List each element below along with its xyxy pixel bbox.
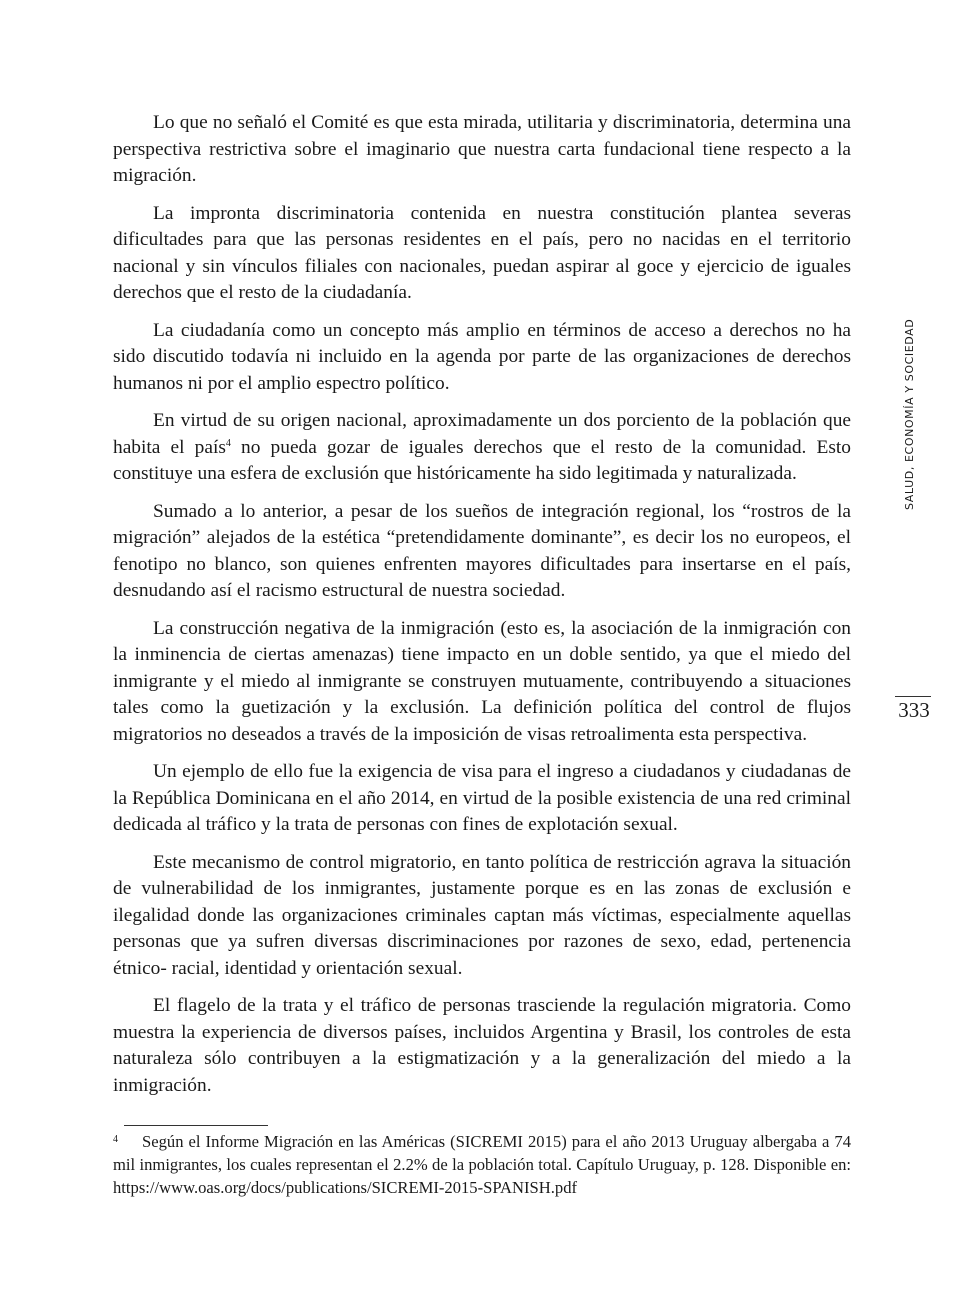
paragraph: Sumado a lo anterior, a pesar de los sueños de integración regional, los “rostros de la migración” alejados de la estética “pretendidamente dominante”, es decir los no europeos, el fenotipo no blanco, son quienes enfrenten mayores dificultades para insertarse en el país, desnudando así el racismo estructural de nuestra sociedad.: [113, 500, 851, 601]
paragraph-text: En virtud de su origen nacional, aproximadamente un dos porciento de la población que habita el país: [113, 410, 851, 458]
paragraph-text: no pueda gozar de iguales derechos que el resto de la comunidad. Esto constituye una esfera de exclusión que históricamente ha sido legitimada y naturalizada.: [113, 436, 851, 484]
paragraph: Este mecanismo de control migratorio, en tanto política de restricción agrava la situación de vulnerabilidad de los inmigrantes, justamente porque es en las zonas de exclusión e ilegalidad donde las organizaciones criminales captan más víctimas, especialmente aquellas personas que ya sufren diversas discriminaciones por razones de sexo, edad, pertenencia étnico- racial, identidad y orientación sexual.: [113, 851, 851, 979]
paragraph: La construcción negativa de la inmigración (esto es, la asociación de la inmigración con la inminencia de ciertas amenazas) tiene impacto en un doble sentido, ya que el miedo del inmigrante y el miedo al inmigrante se construyen mutuamente, contribuyendo a situaciones tales como la guetización y la exclusión. La definición política del control de flujos migratorios no deseados a través de la imposición de visas retroalimenta esta perspectiva.: [113, 617, 851, 745]
paragraph: [113, 408, 851, 488]
footnote-text: Según el Informe Migración en las Américas (SICREMI 2015) para el año 2013 Uruguay albergaba a 74 mil inmigrantes, los cuales representan el 2.2% de la población total. Capítulo Uruguay, p. 128. Disponible en: https://www.oas.org/docs/publications/SICREMI-2015-SPANISH.pdf: [113, 1132, 851, 1197]
page-number: 333: [898, 698, 930, 722]
footnote-reference[interactable]: 4: [225, 437, 231, 449]
paragraph: Un ejemplo de ello fue la exigencia de visa para el ingreso a ciudadanos y ciudadanas de la República Dominicana en el año 2014, en virtud de la posible existencia de una red criminal dedicada al tráfico y la trata de personas con fines de explotación sexual.: [113, 761, 851, 835]
paragraph: La impronta discriminatoria contenida en nuestra constitución plantea severas dificultades para que las personas residentes en el país, pero no nacidas en el territorio nacional y sin vínculos filiales con nacionales, puedan aspirar al goce y ejercicio de iguales derechos que el resto de la ciudadanía.: [113, 202, 851, 303]
paragraph: El flagelo de la trata y el tráfico de personas trasciende la regulación migratoria. Como muestra la experiencia de diversos países, incluidos Argentina y Brasil, los controles de esta naturaleza sólo contribuyen a la estigmatización y a la generalización del miedo a la inmigración.: [113, 995, 851, 1096]
running-section-title: SALUD, ECONOMÍA Y SOCIEDAD: [903, 318, 916, 510]
paragraph: La ciudadanía como un concepto más amplio en términos de acceso a derechos no ha sido discutido todavía ni incluido en la agenda por parte de las organizaciones de derechos humanos ni por el amplio espectro político.: [113, 319, 851, 394]
body-text: [113, 110, 851, 1110]
footnote: 4 Según el Informe Migración en las Américas (SICREMI 2015) para el año 2013 Uruguay albergaba a 74 mil inmigrantes, los cuales representan el 2.2% de la población total. Capítulo Uruguay, p. 128. Disponible en: https://www.oas.org/docs/publications/SICREMI-2015-SPANISH.pdf: [113, 1132, 851, 1197]
footnote-divider: [124, 1125, 268, 1126]
paragraph: Lo que no señaló el Comité es que esta mirada, utilitaria y discriminatoria, determina una perspectiva restrictiva sobre el imaginario que nuestra carta fundacional tiene respecto a la migración.: [113, 112, 851, 186]
